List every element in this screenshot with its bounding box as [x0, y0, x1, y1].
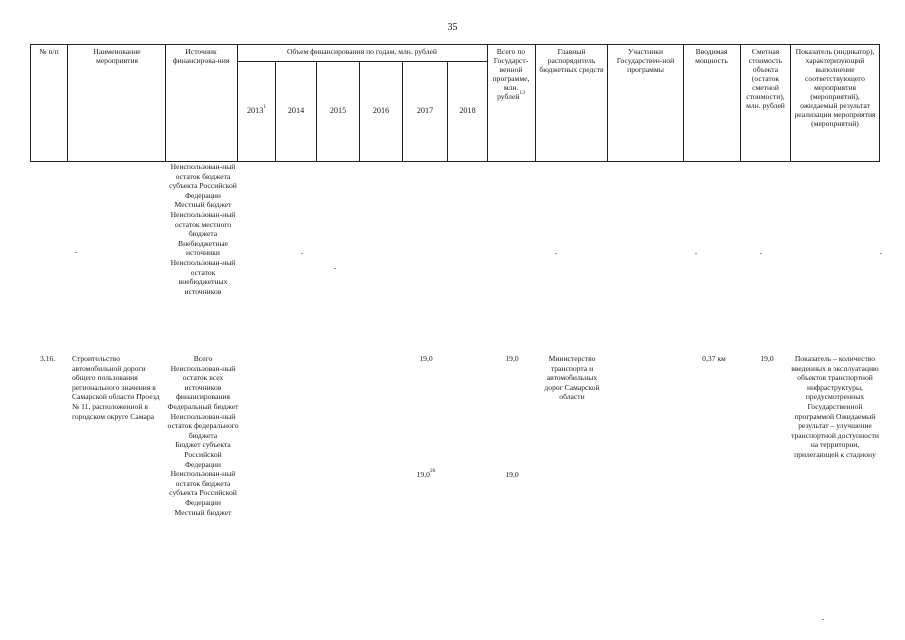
- header-num: № п/п: [39, 47, 59, 56]
- header-year-2015: 2015: [329, 106, 347, 115]
- prev-source-item: Неиспользован-ный остаток внебюджетных источников: [170, 257, 236, 296]
- prev-source-item: Неиспользован-ный остаток бюджета субъекта Российской Федерации: [169, 162, 237, 200]
- header-participants: Участники Государствен-ной программы: [616, 47, 675, 74]
- row-name: Строительство автомобильной дороги общего пользования регионального значения в Самарской области Проезд № 11, расположенной в городском округе Самара: [72, 354, 160, 421]
- value-2017-budget: 19,0$^{26}$: [416, 468, 436, 479]
- header-funding: Объем финансирования по годам, млн. рублей: [287, 47, 437, 56]
- row-manager: Министерство транспорта и автомобильных дорог Самарской области: [544, 354, 600, 402]
- header-year-2014: 2014: [287, 106, 305, 115]
- scan-speck: [760, 253, 762, 254]
- value-sum-budget: 19,0: [505, 470, 519, 479]
- value-sum-total: 19,0: [505, 354, 519, 363]
- row-capacity: 0,37 км: [702, 354, 726, 363]
- row-estimate: 19,0: [760, 354, 774, 363]
- scan-speck: [75, 252, 77, 253]
- source-item: Федеральный бюджет: [167, 401, 239, 411]
- source-item: Всего: [193, 354, 213, 363]
- source-item: Бюджет субъекта Российской Федерации: [175, 440, 231, 469]
- scan-speck: [555, 253, 557, 254]
- scan-speck: [695, 253, 697, 254]
- prev-source-item: Местный бюджет: [174, 200, 232, 210]
- header-year-2013: 2013$^1$: [246, 104, 267, 115]
- source-item: Местный бюджет: [174, 507, 232, 517]
- scan-speck: [880, 253, 882, 254]
- header-manager: Главный распорядитель бюджетных средств: [539, 47, 604, 74]
- scan-speck: [334, 268, 336, 269]
- header-capacity: Вводимая мощность: [695, 47, 728, 65]
- prev-source-list: [167, 162, 239, 296]
- row-number: 3.16.: [40, 354, 56, 363]
- scan-speck: [822, 619, 824, 620]
- header-estimate: Сметная стоимость объекта (остаток сметной стоимости), млн. рублей: [746, 47, 785, 110]
- prev-source-item: Неиспользован-ный остаток местного бюджета: [170, 209, 236, 239]
- header-source: Источник финансирова-ния: [172, 47, 230, 65]
- header-name: Наименование мероприятия: [93, 47, 141, 65]
- source-item: Неиспользован-ный остаток всех источников финансирования: [170, 363, 236, 402]
- header-total: Всего по Государст-венной программе, млн. рублей$^{13}$: [492, 47, 530, 101]
- prev-source-item: Внебюджетные источники: [178, 238, 228, 258]
- source-item: Неиспользован-ный остаток федерального бюджета: [167, 411, 239, 440]
- scan-speck: [301, 253, 303, 254]
- header-year-2017: 2017: [416, 106, 434, 115]
- header-year-2018: 2018: [459, 106, 476, 115]
- header-indicator: Показатель (индикатор), характеризующий выполнение соответствующего мероприятия (мероприятий), ожидаемый результат реализации мероприятия (мероприятий): [794, 47, 876, 128]
- value-2017-total: 19,0: [419, 354, 433, 363]
- source-item: Неиспользован-ный остаток бюджета субъекта Российской Федерации: [169, 469, 237, 507]
- table-header: [30, 44, 880, 162]
- row-indicator: Показатель – количество введенных в эксплуатацию объектов транспортной инфраструктуры, предусмотренных Государственной программой Ожидаемый результат – улучшение транспортной доступности на территории, прилегающей к стадиону: [791, 354, 879, 459]
- row-source-list: [167, 354, 239, 517]
- page-number: 35: [447, 22, 458, 33]
- header-year-2016: 2016: [372, 106, 390, 115]
